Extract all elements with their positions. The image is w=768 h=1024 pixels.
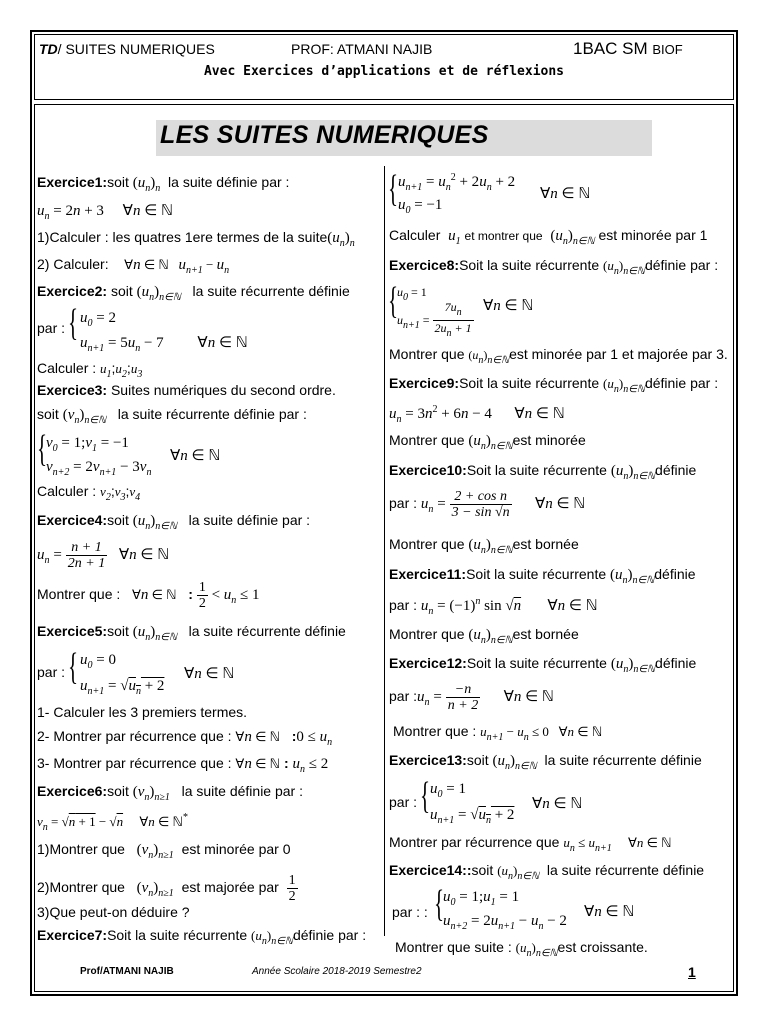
ex1-heading bbox=[37, 174, 289, 194]
ex4-heading: Exercice4:soit $(u_n)_{n\in ℕ}$ la suite définie par : bbox=[37, 512, 311, 532]
ex9-text: Soit la suite récurrente bbox=[459, 375, 600, 391]
ex9-show2: est minorée bbox=[512, 432, 586, 448]
ex7-heading: Exercice7:Soit la suite récurrente $(u_n)_{n\in ℕ}définie$ par : bbox=[37, 927, 367, 947]
ex8-forall: ∀n ∈ ℕ bbox=[483, 298, 534, 314]
ex7-text: Soit la suite récurrente bbox=[107, 927, 248, 943]
ex11-text: Soit la suite récurrente bbox=[466, 566, 607, 582]
ex2-calc: Calculer : $u_1;u_2;u_3$ bbox=[37, 360, 143, 380]
ex10-show2: est bornée bbox=[512, 536, 579, 552]
ex11-formula: par : $u_n = (-1)^n$ sin √n ∀n ∈ ℕ bbox=[389, 596, 598, 617]
ex1-def: la suite définie par : bbox=[168, 174, 290, 190]
ex10-question: Montrer que $(u_n)_{n\in ℕ}est$ bornée bbox=[389, 536, 579, 556]
ex9-show: Montrer que bbox=[389, 432, 465, 448]
ex7-def: définie par : bbox=[292, 927, 367, 943]
header-td bbox=[39, 41, 215, 57]
ex12-par: par : bbox=[389, 688, 418, 705]
ex4-def: la suite définie par : bbox=[188, 512, 311, 528]
ex2-system-line1: $u_0 = 2$ bbox=[80, 310, 116, 329]
ex1-question1: 1)Calculer : les quatres 1ere termes de la $suite(u_n)_n$ bbox=[37, 229, 355, 249]
header-row bbox=[39, 41, 729, 61]
ex5-heading: Exercice5:soit $(u_n)_{n\in ℕ}$ la suite récurrente définie bbox=[37, 623, 346, 643]
ex14-heading: Exercice14::soit $(u_n)_{n\in ℕ}$ la suite récurrente définie bbox=[389, 862, 705, 882]
ex1-question2: 2) Calculer: ∀n ∈ ℕ $u_{n+1} - u_n$ bbox=[37, 256, 230, 276]
ex5-q2-label: 2- Montrer par récurrence que : bbox=[37, 728, 232, 744]
ex5-q2: 2- Montrer par récurrence que : ∀n ∈ ℕ :0 ≤ $u_n$ bbox=[37, 728, 333, 748]
ex2-system-line2: $u_{n+1} = 5u_n - 7$ ∀n ∈ ℕ bbox=[80, 335, 248, 354]
ex6-q1-label: 1)Montrer que bbox=[37, 841, 125, 857]
ex5-brace: { bbox=[68, 646, 79, 688]
ex3-brace: { bbox=[37, 428, 48, 470]
ex3-intro: soit $(v_n)_{n\in ℕ}$ la suite récurrente définie par : bbox=[37, 406, 307, 426]
ex7-question: Calculer $u_1$ et montrer que $(u_n)_{n\in ℕ}$ est minorée par 1 bbox=[389, 227, 708, 247]
ex8-system-line1: $u_0 = 1$ bbox=[397, 285, 427, 303]
ex3-forall: ∀n ∈ ℕ bbox=[170, 448, 221, 464]
ex3-def: la suite récurrente définie par : bbox=[117, 406, 307, 422]
ex3-system-line1: $v_0$ = $1;v_1 = -1$ bbox=[46, 435, 129, 454]
class-small: BIOF bbox=[652, 42, 683, 57]
ex4-show: Montrer que : bbox=[37, 586, 121, 603]
ex7-system-line2: $u_0 = -1$ bbox=[398, 197, 443, 216]
header-class bbox=[573, 39, 683, 59]
ex5-q1: 1- Calculer les 3 premiers termes. bbox=[37, 704, 248, 720]
ex7-calc2: et montrer que bbox=[464, 229, 543, 243]
class-main: 1BAC SM bbox=[573, 39, 648, 58]
ex11-question: Montrer que $(u_n)_{n\in ℕ}est$ bornée bbox=[389, 626, 579, 646]
ex5-par: par : bbox=[37, 664, 66, 680]
ex12-text: Soit la suite récurrente bbox=[466, 655, 607, 671]
ex14-show2: est croissante. bbox=[557, 939, 648, 955]
exercise-title: Exercice3: bbox=[37, 382, 108, 398]
ex2-calc-label: Calculer : bbox=[37, 360, 97, 376]
ex10-show: Montrer que bbox=[389, 536, 465, 552]
ex3-text: Suites numériques du second ordre. bbox=[110, 382, 336, 398]
ex8-heading: Exercice8:Soit la suite récurrente $(u_n)_{n\in ℕ}définie$ par : bbox=[389, 257, 719, 277]
ex5-def: la suite récurrente définie bbox=[188, 623, 346, 639]
ex13-question: Montrer par récurrence que $u_n \le u_{n+1}$ ∀n ∈ ℕ bbox=[389, 834, 672, 854]
ex12-heading: Exercice12:Soit la suite récurrente $(u_n)_{n\in ℕ}définie$ bbox=[389, 655, 697, 675]
ex10-text: Soit la suite récurrente bbox=[466, 462, 607, 478]
exercise-title: Exercice12: bbox=[389, 655, 467, 671]
ex6-q2: 2)Montrer que $(v_n)_{n\ge 1}$ est majorée par $\frac{1}{2}$ bbox=[37, 873, 296, 904]
header-prof: PROF: ATMANI NAJIB bbox=[291, 41, 433, 57]
ex10-def: définie bbox=[655, 462, 697, 478]
ex2-heading: Exercice2: soit $(u_n)_{n\in ℕ}$ la suite récurrente définie bbox=[37, 283, 350, 303]
ex11-show: Montrer que bbox=[389, 626, 465, 642]
ex7-forall: ∀n ∈ ℕ bbox=[540, 186, 591, 202]
ex10-heading: Exercice10:Soit la suite récurrente $(u_n)_{n\in ℕ}définie$ bbox=[389, 462, 697, 482]
ex13-heading: Exercice13:soit $(u_n)_{n\in ℕ}$ la suite récurrente définie bbox=[389, 752, 702, 772]
ex13-system-line1: $u_0 = 1$ bbox=[430, 781, 466, 800]
ex9-heading: Exercice9:Soit la suite récurrente $(u_n)_{n\in ℕ}définie$ par : bbox=[389, 375, 719, 395]
ex7-brace: { bbox=[388, 168, 399, 210]
column-separator bbox=[384, 166, 385, 936]
ex2-brace: { bbox=[68, 302, 79, 344]
ex5-forall: ∀n ∈ ℕ bbox=[184, 666, 235, 682]
ex10-par: par : bbox=[389, 495, 418, 512]
ex6-heading: Exercice6:soit $(v_n)_{n\ge 1}$ la suite définie par : bbox=[37, 783, 303, 803]
ex6-intro: soit bbox=[107, 783, 129, 799]
exercise-title: Exercice5: bbox=[37, 623, 108, 639]
ex3-calc: Calculer : $v_2;v_3;v_4$ bbox=[37, 483, 141, 503]
ex8-show: Montrer que bbox=[389, 346, 465, 362]
ex11-def: définie bbox=[654, 566, 696, 582]
ex14-system-line2: $u_{n+2} = 2u_{n+1} - u_n - 2$ bbox=[443, 913, 567, 932]
ex9-def: définie par : bbox=[644, 375, 719, 391]
ex13-intro: soit bbox=[466, 752, 489, 768]
ex4-intro: soit bbox=[107, 512, 129, 528]
footer-author: Prof/ATMANI NAJIB bbox=[80, 966, 174, 977]
ex2-text: soit bbox=[110, 283, 133, 299]
ex5-intro: soit bbox=[107, 623, 129, 639]
ex3-heading bbox=[37, 382, 336, 398]
page-number: 1 bbox=[688, 964, 696, 980]
td-label: TD bbox=[39, 41, 58, 57]
exercise-title: Exercice1: bbox=[37, 174, 108, 190]
ex1-q2: 2) Calculer: bbox=[37, 256, 109, 272]
ex3-soit: soit bbox=[37, 406, 59, 422]
ex11-par: par : bbox=[389, 597, 418, 613]
ex14-question: Montrer que suite : $(u_n)_{n\in ℕ}est$ croissante. bbox=[395, 939, 648, 959]
ex14-system-line1: $u_0$ = $1;u_1 = 1$ bbox=[443, 889, 520, 908]
ex6-q3: 3)Que peut-on déduire ? bbox=[37, 904, 190, 920]
ex9-formula: $u_n = 3n^2 + 6n - 4$ ∀n ∈ ℕ bbox=[389, 404, 565, 425]
ex5-system-line2: $u_{n+1} = √u_n + 2$ bbox=[80, 678, 165, 697]
ex5-q3: 3- Montrer par récurrence que : ∀n ∈ ℕ : $u_n \le 2$ bbox=[37, 755, 329, 775]
header-subtitle: Avec Exercices d’applications et de réflexions bbox=[203, 64, 565, 79]
ex1-q1: 1)Calculer : les quatres 1ere termes de la suite bbox=[37, 229, 328, 245]
ex14-def: la suite récurrente définie bbox=[546, 862, 705, 878]
ex10-formula: par : $u_n$ = $\frac{\text{2 + cos n}}{3 - \sin √n}$ ∀n ∈ ℕ bbox=[389, 489, 586, 520]
ex14-par: par : : bbox=[392, 904, 428, 920]
ex7-system-line1: $u_{n+1} = u_n^2 + 2u_n + 2$ bbox=[398, 172, 516, 193]
ex8-show2: est minorée par 1 et majorée par 3. bbox=[509, 346, 728, 362]
exercise-title: Exercice10: bbox=[389, 462, 467, 478]
ex14-show: Montrer que suite : bbox=[395, 939, 512, 955]
ex13-show: Montrer par récurrence que bbox=[389, 834, 560, 850]
ex11-show2: est bornée bbox=[512, 626, 579, 642]
ex8-def: définie par : bbox=[644, 257, 719, 273]
ex14-brace: { bbox=[434, 883, 445, 925]
ex7-calc: Calculer bbox=[389, 227, 441, 243]
ex6-formula: $v_n = √n + 1 - √n$ ∀n ∈ ℕ* bbox=[37, 812, 188, 833]
ex4-question: Montrer que : ∀n ∈ ℕ : $\frac{1}{2}$ < $u_n \le 1$ bbox=[37, 580, 260, 611]
exercise-title: Exercice8: bbox=[389, 257, 460, 273]
ex3-system-line2: $v_{n+2} = 2v_{n+1} - 3v_n$ bbox=[46, 459, 152, 478]
exercise-title: Exercice4: bbox=[37, 512, 108, 528]
ex14-forall: ∀n ∈ ℕ bbox=[584, 904, 635, 920]
ex5-system-line1: $u_0 = 0$ bbox=[80, 652, 116, 671]
exercise-title: Exercice6: bbox=[37, 783, 108, 799]
page-title: LES SUITES NUMERIQUES bbox=[160, 121, 489, 149]
ex6-q2-tail: est majorée par bbox=[181, 879, 279, 896]
ex13-brace: { bbox=[420, 775, 431, 817]
ex7-calc3: est minorée par 1 bbox=[598, 227, 708, 243]
document-header bbox=[34, 34, 734, 100]
ex1-formula: $u_n = 2n + 3$ ∀n ∈ ℕ bbox=[37, 203, 174, 222]
ex1-intro: soit bbox=[107, 174, 129, 190]
ex2-def: la suite récurrente définie bbox=[192, 283, 350, 299]
ex2-par: par : bbox=[37, 320, 66, 336]
ex6-def: la suite définie par : bbox=[181, 783, 303, 799]
ex8-brace: { bbox=[388, 280, 399, 322]
ex12-formula: par $:u_n$ = $\frac{-n}{n + 2}$ ∀n ∈ ℕ bbox=[389, 682, 554, 713]
ex14-intro: soit bbox=[471, 862, 494, 878]
ex4-formula: $u_n$ = $\frac{n + 1}{2n + 1}$ ∀n ∈ ℕ bbox=[37, 540, 170, 571]
ex13-par: par : bbox=[389, 794, 418, 810]
ex6-q2-label: 2)Montrer que bbox=[37, 879, 125, 896]
ex12-question: Montrer que : $u_{n+1} - u_n \le 0$ ∀n ∈ ℕ bbox=[393, 723, 603, 743]
exercise-title: Exercice14:: bbox=[389, 862, 472, 878]
exercise-title: Exercice11: bbox=[389, 566, 467, 582]
ex13-forall: ∀n ∈ ℕ bbox=[532, 796, 583, 812]
ex13-system-line2: $u_{n+1} = √u_n + 2$ bbox=[430, 807, 515, 826]
ex5-q3-label: 3- Montrer par récurrence que : bbox=[37, 755, 232, 771]
exercise-title: Exercice13: bbox=[389, 752, 467, 768]
ex6-q1-tail: est minorée par 0 bbox=[181, 841, 291, 857]
exercise-title: Exercice7: bbox=[37, 927, 108, 943]
ex12-def: définie bbox=[655, 655, 697, 671]
ex6-q1: 1)Montrer que $(v_n)_{n\ge 1}$ est minorée par 0 bbox=[37, 841, 291, 861]
math-un-n: $(u_n)_n$ bbox=[132, 175, 161, 194]
ex13-def: la suite récurrente définie bbox=[544, 752, 702, 768]
ex12-show: Montrer que : bbox=[393, 723, 477, 739]
exercise-title: Exercice2: bbox=[37, 283, 108, 299]
ex8-text: Soit la suite récurrente bbox=[459, 257, 600, 273]
td-subject: / SUITES NUMERIQUES bbox=[57, 41, 215, 57]
ex11-heading: Exercice11:Soit la suite récurrente $(u_n)_{n\in ℕ}définie$ bbox=[389, 566, 696, 586]
ex9-question: Montrer que $(u_n)_{n\in ℕ}est$ minorée bbox=[389, 432, 586, 452]
ex8-system-line2: $u_{n+1}$ = $\frac{7u_n}{2u_n + 1}$ bbox=[397, 300, 472, 339]
footer-year: Année Scolaire 2018-2019 Semestre2 bbox=[252, 966, 422, 977]
ex8-question: Montrer que $(u_n)_{n\in ℕ}est$ minorée par 1 et majorée par 3. bbox=[389, 346, 728, 366]
ex3-calc-label: Calculer : bbox=[37, 483, 97, 499]
exercise-title: Exercice9: bbox=[389, 375, 460, 391]
